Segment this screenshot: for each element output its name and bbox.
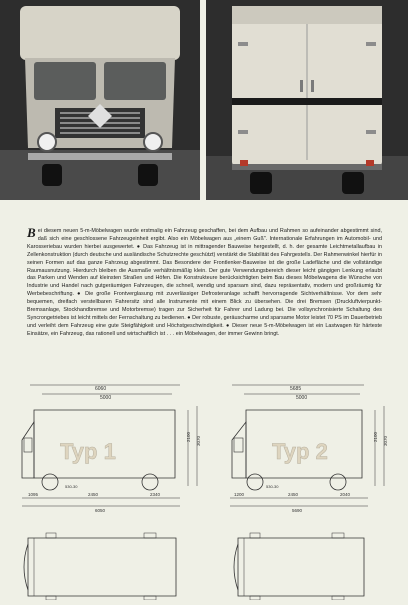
type2-overall-length: 5685: [290, 386, 302, 392]
technical-drawings: [0, 382, 408, 600]
type1-rear-overhang: 2340: [150, 492, 161, 497]
type1-overall-length: 6060: [95, 386, 107, 392]
type1-label: Typ 1: [60, 439, 116, 464]
article-body: ei diesem neuen 5-m-Möbelwagen wurde erstmalig ein Fahrzeug geschaffen, bei dem Aufbau und Rahmen so aufeinander abgestimmt sind, daß sich eine geschlossene Fahrzeugeinheit ergibt. Also ein Möbelwagen aus „einem Guß". Internationale Erfahrungen im Automobil- und Karosseriebau wurden hierbei ausgewertet. ● Das Fahrzeug ist in mittragender Bauweise hergestellt, d. h. der gesamte Leichtmetallaufbau in Zellenkonstruktion (durch deutsche und ausländische Schutzrechte geschützt) verstärkt die Stabilität des Fahrgestells. Der Rahmenwinkel hierfür in seinen Formen auf das ganze Fahrzeug abgestimmt. Das Besondere der Frontlenker-Bauweise ist die große Ladefläche und die vollständige Raumausnutzung. Hierdurch bleiben die Ausmaße verhältnismäßig klein. Der gute Verwendungsbereich dieser leicht gängigen Lenkung erlaubt das Parken und Wenden auf kleinsten Straßen und Höfen. Die Konstrukteure berücksichtigten beim Bau dieses Möbelwagens die Wünsche von Industrie und Handel nach gutgeräumigen Fahrzeugen, die schnell, wendig und sparsam sind, dazu repräsentativ, modern und großräumig für Werbebeschriftung. ● Die große Frontverglasung mit zuverlässiger Defrosteranlage schafft hervorragende Sichtverhältnisse. Vor dem sehr bequemen, dreifach verstellbaren Fahrersitz sind alle Instrumente mit einem Blick zu übersehen. Die drei Bremsen (Druckluftvierpunkt-Bremsanlage, Stockhandbremse und Motorbremse) tragen zur Sicherheit für Fahrer und Ladung bei. Die vollsynchronisierte Schaltung des Syncrongetriebes ist leicht mittels der Fernschaltung zu bedienen. ● Der robuste, geräuscharme und sparsame Motor leistet 70 PS im Dauerbetrieb und verleiht dem Fahrzeug eine gute Steigfähigkeit und Höchstgeschwindigkeit. ● Dieser neue 5-m-Möbelwagen ist ein Lastwagen für härteste Einsätze, ein Fahrzeug, das rationell und wirtschaftlich ist . . . ein Möbelwagen, der immer Gewinn bringt.: [27, 228, 382, 337]
truck-rear-photo: [206, 0, 408, 200]
truck-front-photo: [0, 0, 200, 200]
type1-body-length: 5000: [100, 395, 112, 401]
type2-axle-measure: 530-30: [266, 484, 279, 489]
type2-body-length: 5000: [296, 395, 308, 401]
type2-rear-overhang: 2040: [340, 492, 351, 497]
type2-wheelbase: 2450: [288, 492, 299, 497]
article-text: [27, 225, 382, 339]
type2-total-length: 5690: [292, 508, 303, 513]
type1-height-total: 3070: [196, 435, 201, 446]
type2-side-view: [230, 385, 388, 513]
type2-front-overhang: 1200: [234, 492, 245, 497]
dimension-drawings-svg: [0, 382, 408, 600]
type1-total-length: 6050: [95, 508, 106, 513]
truck-front-illustration: [0, 0, 200, 200]
article-dropcap: B: [27, 225, 36, 240]
truck-rear-illustration: [206, 0, 408, 200]
type1-axle-measure: 530-30: [65, 484, 78, 489]
type1-top-view: [24, 533, 176, 600]
type2-height-body: 2100: [373, 431, 378, 442]
type1-height-body: 2100: [186, 431, 191, 442]
type2-top-view: [234, 533, 364, 600]
type1-wheelbase: 2450: [88, 492, 99, 497]
type1-front-overhang: 1095: [28, 492, 39, 497]
type2-height-total: 3070: [383, 435, 388, 446]
type1-side-view: [22, 385, 201, 513]
type2-label: Typ 2: [272, 439, 328, 464]
